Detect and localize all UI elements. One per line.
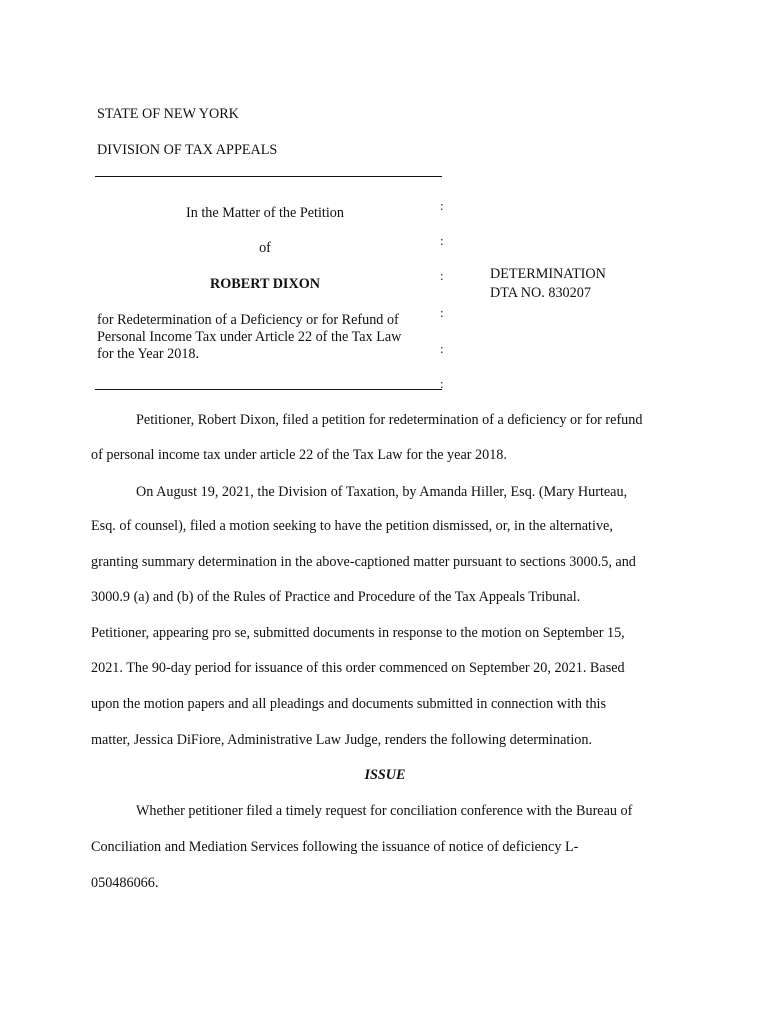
body-line: On August 19, 2021, the Division of Taxation, by Amanda Hiller, Esq. (Mary Hurteau, xyxy=(136,484,628,500)
purpose-line: for Redetermination of a Deficiency or for Refund of xyxy=(97,312,399,328)
division-heading: DIVISION OF TAX APPEALS xyxy=(97,142,278,158)
body-line: Petitioner, Robert Dixon, filed a petition for redetermination of a deficiency or for refund xyxy=(136,412,643,428)
caption-colon: : xyxy=(440,198,444,213)
issue-heading: ISSUE xyxy=(364,767,406,783)
body-line: 2021. The 90-day period for issuance of this order commenced on September 20, 2021. Based xyxy=(91,660,625,676)
caption-colon: : xyxy=(440,341,444,356)
determination-label: DETERMINATION xyxy=(490,266,606,282)
body-line: 050486066. xyxy=(91,875,159,891)
body-line: upon the motion papers and all pleadings and documents submitted in connection with this xyxy=(91,696,606,712)
caption-top-rule xyxy=(95,176,442,177)
caption-colon: : xyxy=(440,376,444,391)
purpose-line: Personal Income Tax under Article 22 of the Tax Law xyxy=(97,329,402,345)
body-line: matter, Jessica DiFiore, Administrative Law Judge, renders the following determination. xyxy=(91,732,592,748)
dta-number: DTA NO. 830207 xyxy=(490,285,591,301)
body-line: granting summary determination in the above-captioned matter pursuant to sections 3000.5, and xyxy=(91,554,636,570)
petitioner-name: ROBERT DIXON xyxy=(209,276,320,292)
body-line: 3000.9 (a) and (b) of the Rules of Practice and Procedure of the Tax Appeals Tribunal. xyxy=(91,589,581,605)
body-line: Whether petitioner filed a timely request for conciliation conference with the Bureau of xyxy=(136,803,633,819)
matter-line: In the Matter of the Petition xyxy=(186,205,344,221)
body-line: of personal income tax under article 22 of the Tax Law for the year 2018. xyxy=(91,447,507,463)
caption-purpose xyxy=(97,312,401,363)
caption-colon: : xyxy=(440,268,444,283)
body-line: Petitioner, appearing pro se, submitted documents in response to the motion on September 15, xyxy=(91,625,625,641)
purpose-line: for the Year 2018. xyxy=(97,346,200,362)
of-line: of xyxy=(259,240,271,256)
caption-colon: : xyxy=(440,233,444,248)
body-line: Conciliation and Mediation Services following the issuance of notice of deficiency L- xyxy=(91,839,579,855)
body-line: Esq. of counsel), filed a motion seeking to have the petition dismissed, or, in the alternative, xyxy=(91,518,613,534)
caption-bottom-rule xyxy=(95,389,442,390)
caption-colon: : xyxy=(440,305,444,320)
state-heading: STATE OF NEW YORK xyxy=(97,106,239,122)
